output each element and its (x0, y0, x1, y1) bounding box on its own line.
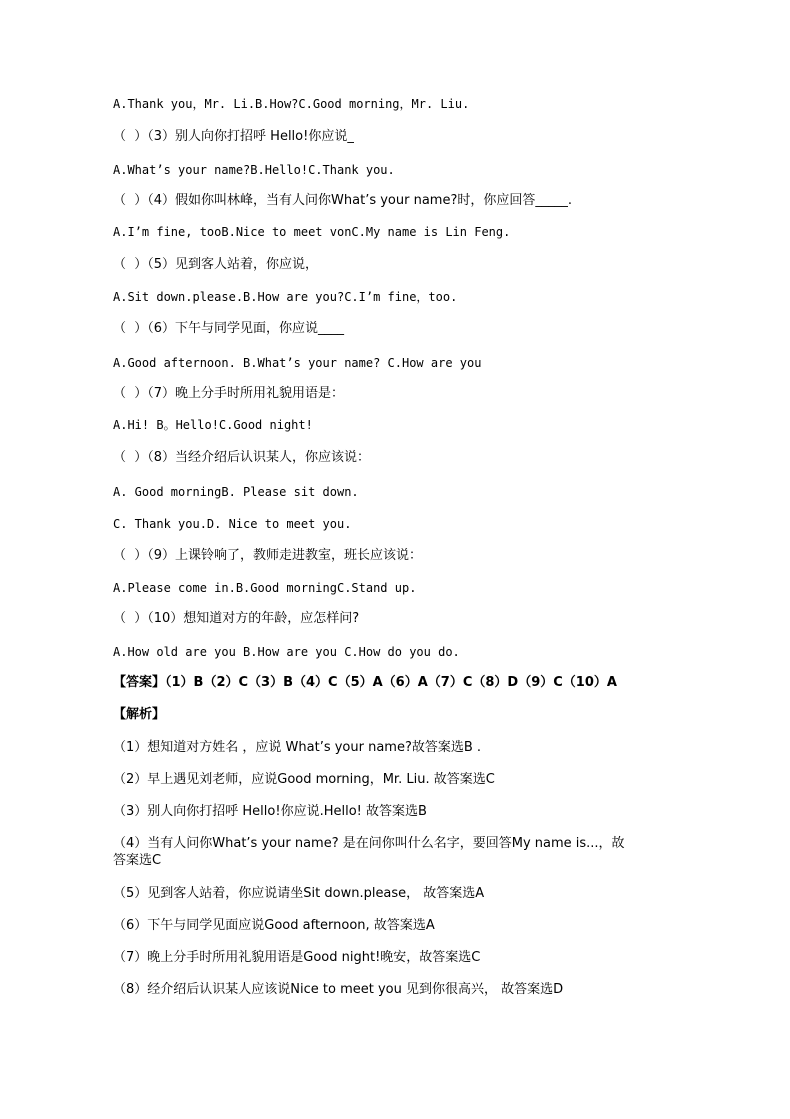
question-4: （ ）（4）假如你叫林峰，当有人问你What’s your name?时，你应回答_____. (113, 193, 572, 208)
option-line-q2: A.Thank you，Mr. Li.B.How?C.Good morning，Mr. Liu. (113, 97, 470, 111)
analysis-5: （5）见到客人站着，你应说请坐Sit down.please， 故答案选A (113, 886, 485, 901)
answer-key: 【答案】（1）B（2）C（3）B（4）C（5）A（6）A（7）C（8）D（9）C（10）A (113, 675, 617, 690)
option-line-q10: A.How old are you B.How are you C.How do you do. (113, 645, 460, 659)
option-line-q8-b: C. Thank you.D. Nice to meet you. (113, 517, 352, 531)
analysis-heading: 【解析】 (113, 707, 166, 722)
option-line-q3: A.What’s your name?B.Hello!C.Thank you. (113, 163, 395, 177)
question-3: （ ）（3）别人向你打招呼 Hello!你应说_ (113, 129, 354, 144)
option-line-q5: A.Sit down.please.B.How are you?C.I’m fine，too. (113, 290, 458, 304)
question-10: （ ）（10）想知道对方的年龄，应怎样问? (113, 611, 360, 626)
analysis-1: （1）想知道对方姓名 ，应说 What’s your name?故答案选B . (113, 740, 482, 755)
question-8: （ ）（8）当经介绍后认识某人，你应该说： (113, 450, 371, 465)
analysis-8: （8）经介绍后认识某人应该说Nice to meet you 见到你很高兴， 故答案选D (113, 982, 564, 997)
option-line-q8-a: A. Good morningB. Please sit down. (113, 485, 359, 499)
question-5: （ ）（5）见到客人站着，你应说， (113, 257, 319, 272)
analysis-4: （4）当有人问你What’s your name? 是在问你叫什么名字，要回答My name is...，故答案选C (113, 836, 625, 868)
option-line-q7: A.Hi! B。Hello!C.Good night! (113, 418, 313, 432)
analysis-2: （2）早上遇见刘老师，应说Good morning，Mr. Liu. 故答案选C (113, 772, 495, 787)
analysis-6: （6）下午与同学见面应说Good afternoon, 故答案选A (113, 918, 435, 933)
analysis-7: （7）晚上分手时所用礼貌用语是Good night!晚安，故答案选C (113, 950, 481, 965)
question-7: （ ）（7）晚上分手时所用礼貌用语是： (113, 386, 345, 401)
option-line-q6: A.Good afternoon. B.What’s your name? C.How are you (113, 356, 482, 370)
option-line-q4: A.I’m fine, tooB.Nice to meet vonC.My name is Lin Feng. (113, 225, 511, 239)
analysis-3: （3）别人向你打招呼 Hello!你应说.Hello! 故答案选B (113, 804, 427, 819)
option-line-q9: A.Please come in.B.Good morningC.Stand up. (113, 581, 417, 595)
question-9: （ ）（9）上课铃响了，教师走进教室，班长应该说： (113, 548, 423, 563)
question-6: （ ）（6）下午与同学见面，你应说____ (113, 321, 345, 336)
